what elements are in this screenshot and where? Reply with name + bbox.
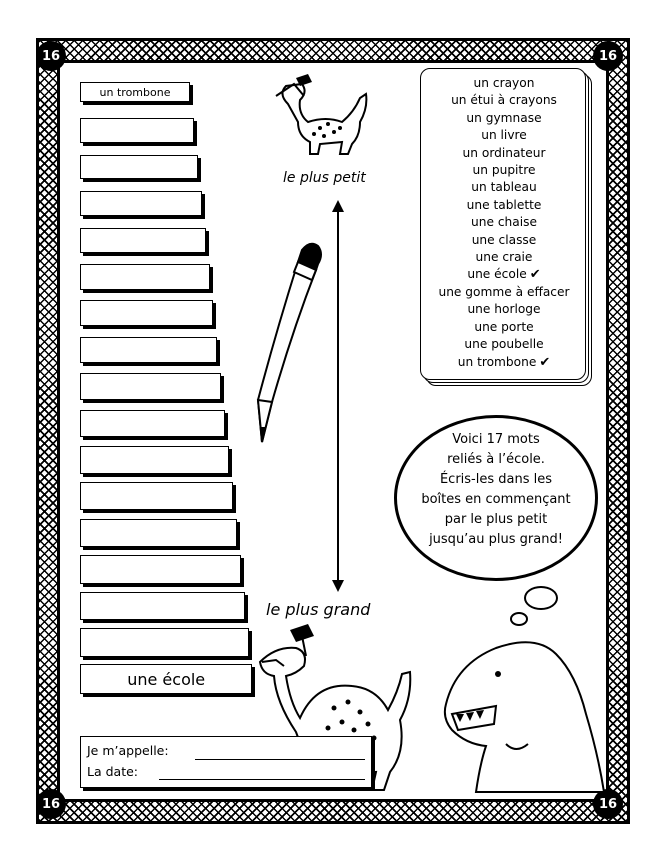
word-list-card	[420, 68, 592, 386]
word-list-item	[421, 92, 587, 109]
double-arrow-icon	[331, 200, 345, 592]
checkmark-icon: ✔	[539, 354, 551, 370]
word-box-12[interactable]	[80, 482, 233, 510]
word-text: une école	[467, 267, 527, 282]
pencil-icon	[252, 232, 324, 446]
word-list-item	[421, 301, 587, 318]
word-text: un crayon	[473, 76, 535, 90]
word-text: un trombone	[457, 354, 537, 369]
word-text: une craie	[475, 250, 533, 265]
word-text: un ordinateur	[462, 145, 546, 160]
page-number-top-left: 16	[36, 41, 66, 71]
instructions	[397, 430, 595, 550]
word-box-3[interactable]	[80, 155, 198, 180]
name-date-box	[80, 736, 372, 788]
word-list-item	[421, 214, 587, 231]
word-text: un tableau	[471, 180, 537, 195]
word-list-item	[421, 145, 587, 162]
word-text: un étui à crayons	[451, 93, 557, 108]
instruction-line: Voici 17 mots	[452, 432, 540, 447]
word-text: une gomme à effacer	[438, 284, 570, 299]
word-list-item	[421, 127, 587, 144]
word-list-item	[421, 110, 587, 127]
page-number-top-right: 16	[593, 41, 623, 71]
thought-dot-small	[510, 612, 528, 626]
instruction-line: reliés à l’école.	[447, 452, 545, 467]
word-text: une chaise	[471, 215, 537, 230]
word-box-1[interactable]: un trombone	[80, 82, 190, 102]
word-text: un livre	[481, 128, 527, 143]
word-text: une horloge	[467, 302, 541, 317]
instruction-line: jusqu’au plus grand!	[429, 532, 563, 547]
instruction-line: boîtes en commençant	[421, 492, 571, 507]
word-text: une tablette	[466, 197, 542, 212]
word-box-6[interactable]	[80, 264, 210, 290]
word-list-item	[421, 162, 587, 179]
word-list-item	[421, 336, 587, 353]
name-label: Je m’appelle:	[87, 743, 169, 758]
word-box-7[interactable]	[80, 300, 213, 326]
dinosaur-small-icon	[268, 74, 380, 160]
checkmark-icon: ✔	[529, 267, 541, 283]
word-list-item	[421, 232, 587, 249]
word-list-item	[421, 284, 587, 301]
name-field[interactable]	[195, 759, 365, 760]
word-box-8[interactable]	[80, 337, 217, 363]
word-list-item	[421, 266, 587, 283]
thought-dot-large	[524, 586, 558, 610]
word-box-15[interactable]	[80, 592, 245, 621]
word-list-item	[421, 75, 587, 92]
word-box-14[interactable]	[80, 555, 241, 584]
word-box-4[interactable]	[80, 191, 202, 216]
word-box-16[interactable]	[80, 628, 249, 657]
word-box-13[interactable]	[80, 519, 237, 547]
largest-label: le plus grand	[266, 600, 371, 619]
word-list-item	[421, 354, 587, 371]
instruction-line: par le plus petit	[444, 512, 548, 527]
word-text: une classe	[471, 232, 537, 247]
word-box-10[interactable]	[80, 410, 225, 437]
page-number-bottom-left: 16	[36, 789, 66, 819]
word-list-item	[421, 249, 587, 266]
date-label: La date:	[87, 764, 138, 779]
instruction-line: Écris-les dans les	[439, 472, 553, 487]
thought-bubble	[394, 415, 598, 581]
word-box-5[interactable]	[80, 228, 206, 253]
word-list-item	[421, 197, 587, 214]
word-list	[421, 75, 587, 371]
word-text: un gymnase	[466, 110, 542, 125]
word-list-item	[421, 179, 587, 196]
card-sheet-front	[420, 68, 586, 380]
smallest-label: le plus petit	[283, 170, 366, 186]
word-box-2[interactable]	[80, 118, 194, 142]
date-field[interactable]	[159, 779, 365, 780]
trex-icon	[436, 634, 606, 794]
page-number-bottom-right: 16	[593, 789, 623, 819]
word-text: une porte	[474, 319, 534, 334]
word-text: une poubelle	[464, 337, 544, 352]
word-box-11[interactable]	[80, 446, 229, 474]
word-list-item	[421, 319, 587, 336]
word-box-9[interactable]	[80, 373, 221, 400]
word-box-17[interactable]: une école	[80, 664, 252, 694]
word-text: un pupitre	[472, 163, 536, 178]
